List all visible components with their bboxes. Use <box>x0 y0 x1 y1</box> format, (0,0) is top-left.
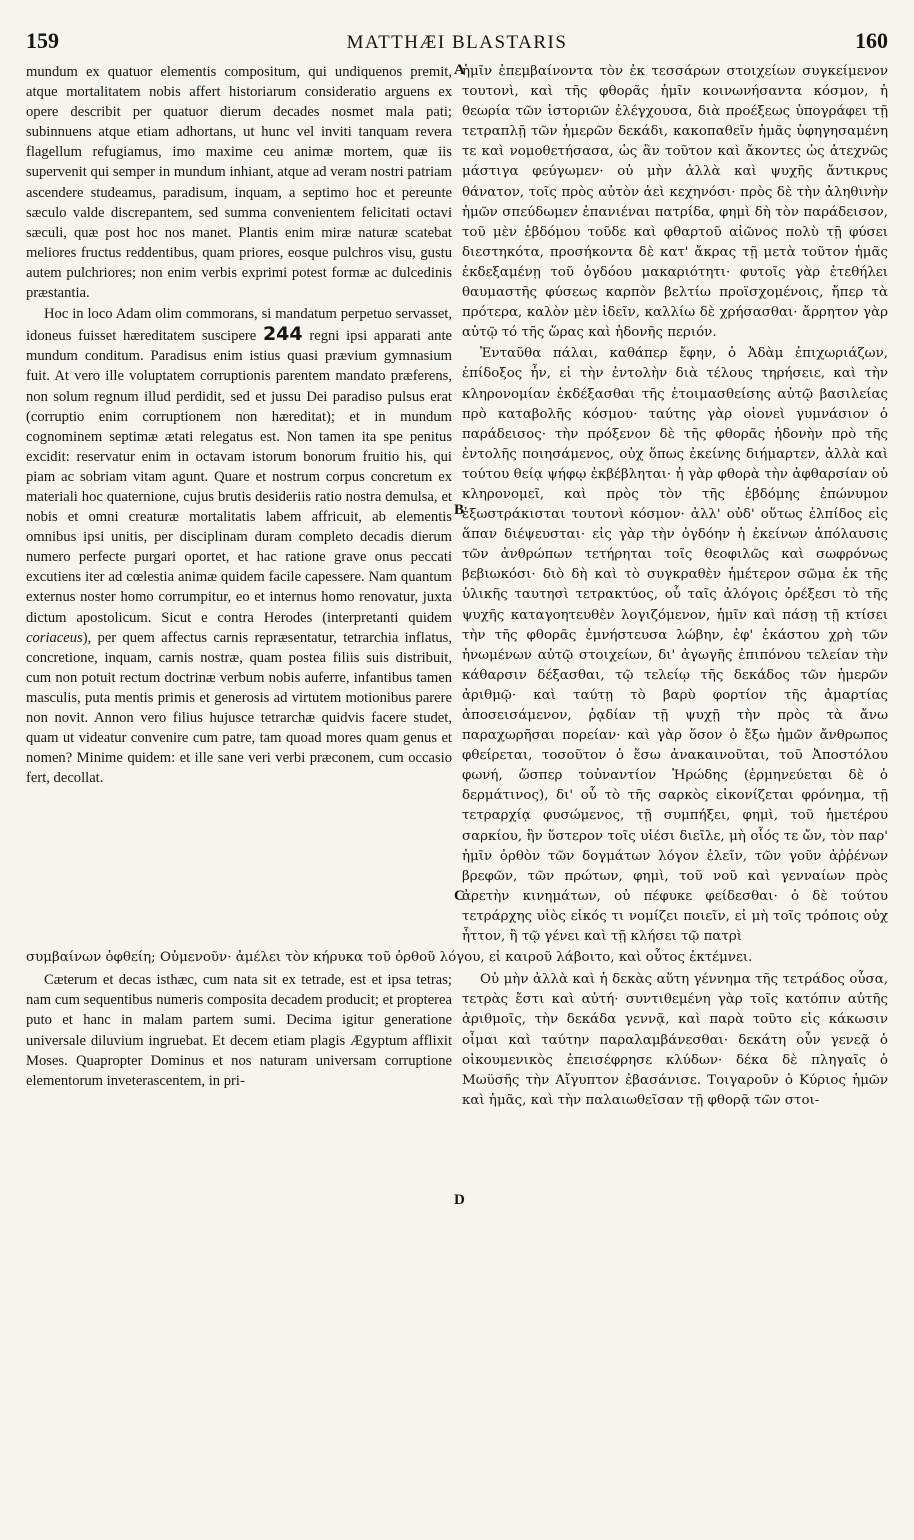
greek-column-lower <box>462 970 888 1112</box>
latin-paragraph-2-start: Hoc in loco Adam olim commorans, si mandatum perpetuo servasset, idoneus fuisset hæreditatem suscipere <box>26 306 452 345</box>
two-column-body-lower <box>26 970 888 1112</box>
running-title: MATTHÆI BLASTARIS <box>346 32 568 53</box>
latin-paragraph-2-middle: regni ipsi apparati ante mundum conditum. Paradisus enim istius quasi prævium gymnasium fuit. At vero ille voluptatem corruptionis parentem mandato præferens, non solum regnum illud perdidit, sed et jussu Dei paradiso pulsus erat (corruptio enim corruptionem non hæreditat); et in mundum cognominem septimæ ætati relegatus est. Non tamen ita spe penitus excidit: reservatur enim in octavam istorum bonorum fruitio his, qui piam ac sobriam vitam agunt. Quare et nostrum corpus concretum ex materiali hoc quaternione, cujus brutis desideriis ratio nostra demulsa, et nobis et omni creaturæ mortalitatis labem affricuit, ab elementis omnibus ipsi unitis, per disciplinam duram completo decadis dierum numero perfecte purgari oportet, et hac ratione grave onus peccati excutiens iter ad cœlestia animæ quidem facile capessere. Nam quantum externus noster homo corrumpitur, eo et internus homo renovatur, juxta dictum apostolicum. Sicut e contra Herodes (interpretanti quidem <box>26 328 452 626</box>
right-page-number: 160 <box>854 28 888 53</box>
margin-marker-b: B <box>454 502 465 518</box>
latin-paragraph-3: Cæterum et decas isthæc, cum nata sit ex tetrade, est et ipsa tetras; nam cum sequentibus numeris composita decadem producit; et propterea puto et hanc in malam partem sumi. Decima igitur generatione universale diluvium ingruebat. Et decem etiam plagis Ægyptum afflixit Moses. Quapropter Dominus et nos naturam universam corruptione elementorum inveterascentem, in pri- <box>26 972 452 1089</box>
margin-marker-a: A <box>454 62 465 78</box>
greek-paragraph-3: Οὐ μὴν ἀλλὰ καὶ ἡ δεκὰς αὕτη γέννημα τῆς τετράδος οὖσα, τετρὰς ἔστι καὶ αὐτή· συντιθεμένη γὰρ τοῖς κατόπιν αὐτῆς ἀριθμοῖς, τὴν δεκάδα γεννᾷ, καὶ παρὰ τοῦτο εἰς κάκωσιν οἶμαι καὶ ταύτην παραλαμβάνεσθαι· δεκάτη οὖν γενεᾷ ὁ οἰκουμενικὸς ἐπεισέφρησε κλύδων· δέκα δὲ πληγαῖς ὁ Μωϋσῆς τὴν Αἴγυπτον ἐβασάνισε. Τοιγαροῦν ὁ Κύριος ἡμῶν καὶ ἡμᾶς, καὶ τὴν παλαιωθεῖσαν τῇ φθορᾷ τῶν στοι- <box>462 972 888 1108</box>
latin-column-lower <box>26 970 452 1112</box>
latin-paragraph-2 <box>26 304 452 788</box>
latin-paragraph-1: mundum ex quatuor elementis compositum, qui undiquenos premit, atque mortalitatem nobis affert historiarum consideratio arguens ex opere describit per quatuor dierum decades nosmet mala pati; subinnuens atque etiam adhortans, ut hunc vel inviti tanquam revera flagellum refugiamus, imo maxime ceu animæ mortem, quæ iis supervenit qui semper in mundum inhiant, atque ad veram nostri patriam ascendere studeamus, paradisum, inquam, a septimo hoc et pereunte sæculo valde discrepantem, sed summa convenientem felicitati octavi sæculi, quæ post hoc nos manet. Plantis enim miræ naturæ scatebat meliores fructus reddentibus, quam priores, eosque pulchros visu, gustu autem pulchriores; non enim verbis exprimi potest formæ ac dulcedinis præstantia. <box>26 64 452 302</box>
margin-marker-d: D <box>454 1192 465 1208</box>
greek-column <box>462 62 888 948</box>
margin-marker-c: C <box>454 888 465 904</box>
latin-italic-word: coriaceus <box>26 629 83 646</box>
left-page-number: 159 <box>26 28 59 53</box>
greek-spanning-line: συμβαίνων ὀφθείη; Οὐμενοῦν· ἀμέλει τὸν κήρυκα τοῦ ὀρθοῦ λόγου, εἰ καιροῦ λάβοιτο, καὶ οὗτος ἐκτέμνει. <box>26 950 753 966</box>
page-mark: 244 <box>262 323 303 346</box>
latin-paragraph-2-end: ), per quem affectus carnis repræsentatur, tetrarchia inflatus, concretione, inquam, carnis nostræ, quam postea filiis suis distribuit, cum non potuit rectum doctrinæ verbum nobis auferre, infantibus tamen masculis, puta mentis primis et generosis ad virtutem motionibus parere non novit. Annon vero filius hujusce tetrarchæ quidvis facere studet, quam ut videatur convenire cum patre, tam quoad mores quam genus et nomen? Minime quidem: et ille sane veri verbi præconem, cum occasio fert, decollat. <box>26 629 452 787</box>
greek-paragraph-1: ἡμῖν ἐπεμβαίνοντα τὸν ἐκ τεσσάρων στοιχείων συγκείμενον τουτονὶ, καὶ τῆς φθορᾶς ἡμῖν κοινωνήσαντα κόσμον, ἡ θεωρία τῶν ἱστοριῶν ἐλέγχουσα, διὰ προέξεως ὑπογράφει τῇ τετραπλῇ τῶν ἡμερῶν δεκάδι, κακοπαθεῖν ἡμᾶς ὑφηγησαμένη τε καὶ νομοθετήσασα, ὡς ἂν τοῦτον καὶ ἄκοντες ὡς ἀτεχνῶς μάστιγα φεύγωμεν· οὐ μὴν ἀλλὰ καὶ ψυχῆς ἄντικρυς θάνατον, τοῖς πρὸς αὐτὸν ἀεὶ κεχηνόσι· πρὸς δὲ τὴν ἀληθινὴν ἡμῶν σπεύδωμεν ἐπανιέναι πατρίδα, φημὶ δὴ τὸν παράδεισον, τοῦ μὲν ἑβδόμου τοῦδε καὶ φθαρτοῦ αἰῶνος πολὺ τῇ φύσει διεστηκότα, προσήκοντα δὲ κατ' ἄκρας τῇ μετὰ τοῦτον ἡμᾶς ἐκδεξαμένῃ τοῦ ὀγδόου μακαριότητι· φυτοῖς γὰρ ἐτεθήλει θαυμαστῆς φύσεως καρπὸν βελτίω προϊσχομένοις, ἤπερ τὰ πρότερα, καλὸν μὲν ἰδεῖν, καλλίω δὲ χρήσασθαι· ἄρρητον γὰρ αὐτῷ τό τῆς ὥρας καὶ ἡδονῆς περιόν. <box>462 64 888 341</box>
running-head <box>26 28 888 62</box>
greek-paragraph-2: Ἐνταῦθα πάλαι, καθάπερ ἔφην, ὁ Ἀδὰμ ἐπιχωριάζων, ἐπίδοξος ἦν, εἰ τὴν ἐντολὴν διὰ τέλους τηρήσειε, καὶ τὴν κληρονομίαν ἐκδέξασθαι τῆς ἑτοιμασθείσης αὐτῷ βασιλείας πρὸ καταβολῆς κόσμου· ταύτης γὰρ οἱονεὶ γυμνάσιον ὁ παράδεισος· τὴν πρόξενον δὲ τῆς φθορᾶς ἡδονὴν πρὸ τῆς ἐντολῆς ποιησάμενος, οὐχ ὅπως ἐκείνης διήμαρτεν, ἀλλὰ καὶ τούτου θείᾳ ψήφῳ ἐκβέβληται· ἡ γὰρ φθορὰ τὴν ἀφθαρσίαν οὐ κληρονομεῖ, καὶ πρὸς τὸν τῆς ἑβδόμης ἐπώνυμον ἐξωστράκισται τουτονὶ κόσμον· ἀλλ' οὐδ' οὕτως ἐλπίδος εἰς ἅπαν διέψευσται· εἰς γὰρ τὴν ὀγδόην ἡ ἐκείνων ἀπόλαυσις τῶν ἀνθρώπων τετήρηται τοῖς θεοφιλῶς καὶ σωφρόνως βεβιωκόσι· διὸ δὴ καὶ τὸ συγκραθὲν ἡμέτερον σῶμα ἐκ τῆς ὑλικῆς ταυτησὶ τετρακτύος, οὗ ταῖς ἀλόγοις ὀρέξεσι τὸ τῆς ψυχῆς καταγοητευθὲν λογιζόμενον, ἡμῖν καὶ πάσῃ τῇ κτίσει τὴν τῆς φθορᾶς ἐμνήστευσα λώβην, ἐφ' ἑκάστου χρὴ τῶν ἡνωμένων αὐτῷ στοιχείων, δι' ἀγωγῆς ἐπιπόνου τελείαν τὴν κάθαρσιν δέξασθαι, τῷ τελείῳ τῆς δεκάδος τῶν ἡμερῶν ἀριθμῷ· καὶ ταύτῃ τὸ βαρὺ φορτίον τῆς ἁμαρτίας ἀποσεισάμενον, ῥᾳδίαν τῇ ψυχῇ τὴν πρὸς τὰ ἄνω παραχωρῆσαι πορείαν· καὶ γὰρ ὅσον ὁ ἔξω ἡμῶν ἄνθρωπος φθείρεται, τοσοῦτον ὁ ἔσω ἀνακαινοῦται, τοῦ Ἀποστόλου φωνή, ὥσπερ τοὐναντίον Ἡρώδης (ἑρμηνεύεται δὲ ὁ δερμάτινος), δι' οὗ τὸ τῆς σαρκὸς εἰκονίζεται φρόνημα, τῇ τετραρχίᾳ φυσώμενος, τῇ συμπήξει, φημὶ, τοῦ ἡμετέρου σαρκίου, ἣν ὕστερον τοῖς υἱέσι διεῖλε, μὴ οἷός τε ὤν, τὸν παρ' ἡμῖν ὀρθὸν τῶν δογμάτων λόγον ἑλεῖν, τῶν γοῦν ἀῤῥένων βρεφῶν, τῶν πρώτων, φημὶ, τοῦ νοῦ καὶ γενναίων πρὸς ἀρετὴν κινημάτων, οὐ πέφυκε φείδεσθαι· ὁ δὲ τούτου τετράρχης υἱὸς εἰκός τι νομίζει ποιεῖν, εἰ μὴ τοῖς τρόποις οὐχ ἧττον, ἢ τῷ γένει καὶ τῇ κλήσει τῷ πατρὶ <box>462 346 888 945</box>
